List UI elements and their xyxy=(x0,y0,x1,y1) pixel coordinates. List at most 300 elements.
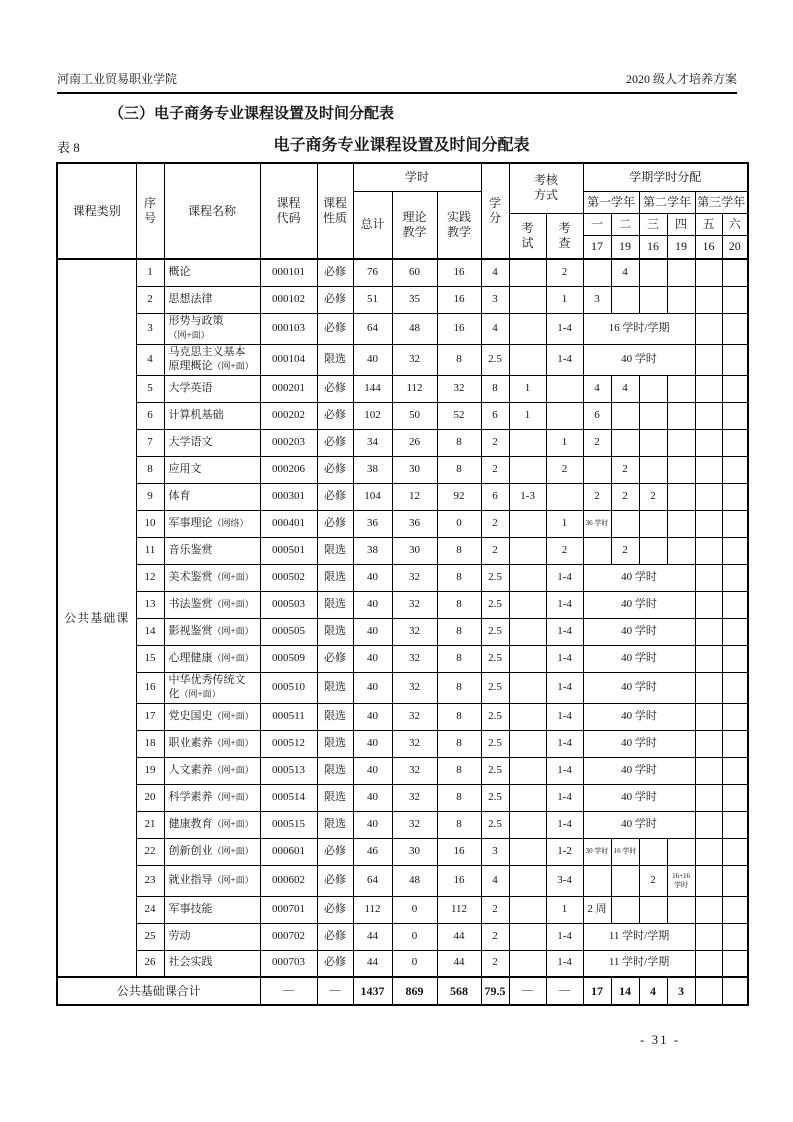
cell-sem-hours xyxy=(722,950,748,977)
cell-course-name: 应用文 xyxy=(164,456,260,483)
total-check: — xyxy=(546,977,583,1005)
cell-sem-hours xyxy=(722,537,748,564)
total-row xyxy=(57,977,748,1005)
cell-sem-hours xyxy=(722,784,748,811)
cell-sem-hours xyxy=(583,537,611,564)
cell-credit: 2.5 xyxy=(481,811,509,838)
cell-credit: 4 xyxy=(481,259,509,286)
cell-sem-hours xyxy=(695,645,722,672)
col-header-sem-4: 四 xyxy=(667,213,695,235)
cell-credit: 2.5 xyxy=(481,591,509,618)
cell-check-sem xyxy=(546,483,583,510)
cell-hours-total: 44 xyxy=(353,923,392,950)
cell-no: 14 xyxy=(136,618,164,645)
cell-check-sem: 1 xyxy=(546,286,583,313)
cell-check-sem: 1-4 xyxy=(546,757,583,784)
cell-sem-hours xyxy=(722,618,748,645)
cell-check-sem: 1-4 xyxy=(546,313,583,344)
cell-sem-hours: 3 xyxy=(583,286,611,313)
cell-sem-hours xyxy=(639,896,667,923)
cell-sem-hours xyxy=(722,313,748,344)
cell-hours-practice: 92 xyxy=(437,483,481,510)
cell-check-sem: 1 xyxy=(546,510,583,537)
cell-hours-theory: 112 xyxy=(392,375,437,402)
cell-exam-sem xyxy=(509,703,546,730)
cell-sem-hours xyxy=(722,645,748,672)
cell-exam-sem xyxy=(509,537,546,564)
cell-exam-sem xyxy=(509,591,546,618)
col-header-credit: 学 分 xyxy=(481,163,509,259)
cell-sem-hours xyxy=(695,838,722,865)
cell-sem-hours: 40 学时 xyxy=(583,811,695,838)
header-plan-name: 2020 级人才培养方案 xyxy=(625,72,737,86)
cell-course-nature: 限选 xyxy=(317,537,353,564)
cell-sem-hours xyxy=(695,703,722,730)
cell-check-sem: 1-4 xyxy=(546,645,583,672)
cell-course-code: 000514 xyxy=(260,784,317,811)
course-row xyxy=(57,618,748,645)
cell-sem-hours xyxy=(639,456,667,483)
course-row xyxy=(57,429,748,456)
cell-hours-practice: 8 xyxy=(437,537,481,564)
cell-credit: 6 xyxy=(481,402,509,429)
cell-sem-hours xyxy=(583,456,611,483)
cell-exam-sem xyxy=(509,259,546,286)
cell-check-sem: 1-4 xyxy=(546,730,583,757)
cell-hours-total: 34 xyxy=(353,429,392,456)
cell-course-nature: 必修 xyxy=(317,313,353,344)
cell-exam-sem xyxy=(509,286,546,313)
cell-course-name: 社会实践 xyxy=(164,950,260,977)
cell-course-name: 音乐鉴赏 xyxy=(164,537,260,564)
cell-course-code: 000509 xyxy=(260,645,317,672)
cell-course-name: 思想法律 xyxy=(164,286,260,313)
cell-sem-hours xyxy=(695,865,722,896)
cell-course-nature: 限选 xyxy=(317,811,353,838)
cell-hours-total: 40 xyxy=(353,618,392,645)
cell-course-nature: 必修 xyxy=(317,896,353,923)
cell-hours-practice: 8 xyxy=(437,429,481,456)
cell-no: 11 xyxy=(136,537,164,564)
cell-no: 15 xyxy=(136,645,164,672)
cell-check-sem: 2 xyxy=(546,537,583,564)
cell-no: 22 xyxy=(136,838,164,865)
cell-sem-hours: 11 学时/学期 xyxy=(583,950,695,977)
cell-sem-hours xyxy=(611,402,639,429)
cell-sem-hours xyxy=(667,510,695,537)
cell-sem-hours xyxy=(667,537,695,564)
cell-sem-hours xyxy=(695,402,722,429)
cell-check-sem: 3-4 xyxy=(546,865,583,896)
col-header-name: 课程名称 xyxy=(164,163,260,259)
total-code: — xyxy=(260,977,317,1005)
cell-hours-theory: 32 xyxy=(392,645,437,672)
cell-credit: 4 xyxy=(481,313,509,344)
cell-exam-sem xyxy=(509,313,546,344)
cell-exam-sem xyxy=(509,645,546,672)
col-header-year2: 第二学年 xyxy=(639,191,695,213)
cell-sem-hours xyxy=(639,375,667,402)
cell-hours-theory: 0 xyxy=(392,950,437,977)
cell-no: 2 xyxy=(136,286,164,313)
total-practice: 568 xyxy=(437,977,481,1005)
cell-check-sem: 1 xyxy=(546,429,583,456)
cell-hours-practice: 32 xyxy=(437,375,481,402)
cell-sem-hours: 2 xyxy=(611,537,639,564)
cell-no: 16 xyxy=(136,672,164,703)
cell-course-name: 健康教育（网+面） xyxy=(164,811,260,838)
total-label: 公共基础课合计 xyxy=(57,977,260,1005)
cell-hours-total: 40 xyxy=(353,757,392,784)
cell-hours-practice: 44 xyxy=(437,950,481,977)
cell-check-sem: 1-4 xyxy=(546,672,583,703)
cell-no: 24 xyxy=(136,896,164,923)
cell-no: 23 xyxy=(136,865,164,896)
cell-no: 6 xyxy=(136,402,164,429)
cell-sem-hours: 4 xyxy=(611,375,639,402)
cell-sem-hours xyxy=(667,375,695,402)
cell-course-nature: 必修 xyxy=(317,429,353,456)
total-sem-4: 3 xyxy=(667,977,695,1005)
cell-exam-sem xyxy=(509,950,546,977)
cell-sem-hours xyxy=(695,784,722,811)
cell-sem-hours xyxy=(611,286,639,313)
cell-course-code: 000102 xyxy=(260,286,317,313)
cell-sem-hours xyxy=(667,896,695,923)
cell-sem-hours xyxy=(722,757,748,784)
cell-no: 3 xyxy=(136,313,164,344)
total-sem-5 xyxy=(695,977,722,1005)
cell-course-name: 体育 xyxy=(164,483,260,510)
cell-no: 1 xyxy=(136,259,164,286)
course-row xyxy=(57,344,748,375)
table-body xyxy=(57,259,748,1005)
course-row xyxy=(57,510,748,537)
cell-sem-hours: 4 xyxy=(611,259,639,286)
cell-sem-hours xyxy=(639,402,667,429)
cell-sem-hours xyxy=(695,537,722,564)
cell-sem-hours: 40 学时 xyxy=(583,618,695,645)
col-header-hours: 学时 xyxy=(353,163,481,191)
cell-sem-hours xyxy=(722,703,748,730)
course-row xyxy=(57,896,748,923)
cell-course-name: 大学语文 xyxy=(164,429,260,456)
cell-hours-practice: 8 xyxy=(437,591,481,618)
cell-no: 12 xyxy=(136,564,164,591)
cell-sem-hours xyxy=(722,456,748,483)
course-row xyxy=(57,645,748,672)
cell-sem-hours xyxy=(695,923,722,950)
cell-sem-hours xyxy=(722,923,748,950)
cell-hours-total: 64 xyxy=(353,313,392,344)
cell-hours-practice: 8 xyxy=(437,456,481,483)
cell-check-sem xyxy=(546,402,583,429)
cell-hours-practice: 44 xyxy=(437,923,481,950)
cell-course-name: 影视鉴赏（网+面） xyxy=(164,618,260,645)
cell-course-name: 形势与政策 （网+面） xyxy=(164,313,260,344)
course-row xyxy=(57,730,748,757)
cell-hours-practice: 8 xyxy=(437,757,481,784)
cell-sem-hours xyxy=(695,896,722,923)
cell-sem-hours: 40 学时 xyxy=(583,591,695,618)
cell-course-nature: 必修 xyxy=(317,865,353,896)
cell-sem-hours: 16+16 学时 xyxy=(667,865,695,896)
course-row xyxy=(57,375,748,402)
cell-no: 19 xyxy=(136,757,164,784)
cell-check-sem: 1-4 xyxy=(546,950,583,977)
cell-credit: 4 xyxy=(481,865,509,896)
cell-check-sem: 1-4 xyxy=(546,703,583,730)
cell-course-nature: 必修 xyxy=(317,483,353,510)
cell-hours-theory: 32 xyxy=(392,618,437,645)
cell-hours-practice: 8 xyxy=(437,618,481,645)
cell-hours-theory: 30 xyxy=(392,537,437,564)
cell-check-sem: 1-4 xyxy=(546,811,583,838)
cell-sem-hours xyxy=(611,510,639,537)
cell-hours-total: 104 xyxy=(353,483,392,510)
col-header-category: 课程类别 xyxy=(57,163,136,259)
cell-course-nature: 必修 xyxy=(317,286,353,313)
cell-hours-total: 38 xyxy=(353,537,392,564)
cell-credit: 8 xyxy=(481,375,509,402)
cell-hours-theory: 60 xyxy=(392,259,437,286)
cell-credit: 2 xyxy=(481,537,509,564)
cell-sem-hours xyxy=(639,838,667,865)
course-row xyxy=(57,402,748,429)
cell-hours-practice: 16 xyxy=(437,259,481,286)
cell-no: 17 xyxy=(136,703,164,730)
cell-sem-hours xyxy=(667,259,695,286)
cell-course-code: 000702 xyxy=(260,923,317,950)
cell-sem-hours xyxy=(611,429,639,456)
course-row xyxy=(57,286,748,313)
cell-hours-total: 40 xyxy=(353,703,392,730)
cell-course-code: 000203 xyxy=(260,429,317,456)
section-title: （三）电子商务专业课程设置及时间分配表 xyxy=(109,105,395,122)
course-row xyxy=(57,313,748,344)
cell-course-code: 000701 xyxy=(260,896,317,923)
cell-exam-sem xyxy=(509,510,546,537)
col-header-year3: 第三学年 xyxy=(695,191,748,213)
cell-sem-hours xyxy=(695,429,722,456)
cell-sem-hours xyxy=(695,259,722,286)
cell-check-sem: 1-4 xyxy=(546,923,583,950)
cell-sem-hours xyxy=(695,483,722,510)
cell-course-nature: 限选 xyxy=(317,672,353,703)
cell-sem-hours: 40 学时 xyxy=(583,672,695,703)
cell-sem-hours xyxy=(722,286,748,313)
cell-sem-hours xyxy=(583,259,611,286)
cell-course-code: 000505 xyxy=(260,618,317,645)
cell-course-nature: 必修 xyxy=(317,456,353,483)
cell-hours-theory: 26 xyxy=(392,429,437,456)
cell-check-sem: 1-4 xyxy=(546,784,583,811)
cell-course-nature: 必修 xyxy=(317,259,353,286)
cell-sem-hours xyxy=(695,757,722,784)
col-header-sem-6: 六 xyxy=(722,213,748,235)
cell-hours-theory: 32 xyxy=(392,564,437,591)
cell-hours-practice: 8 xyxy=(437,811,481,838)
cell-sem-hours xyxy=(695,344,722,375)
cell-sem-hours xyxy=(695,564,722,591)
cell-sem-hours: 40 学时 xyxy=(583,564,695,591)
cell-check-sem: 1-4 xyxy=(546,344,583,375)
course-row xyxy=(57,591,748,618)
cell-course-name: 创新创业（网+面） xyxy=(164,838,260,865)
cell-sem-hours xyxy=(667,402,695,429)
cell-sem-hours: 16 学时/学期 xyxy=(583,313,695,344)
cell-hours-total: 40 xyxy=(353,811,392,838)
cell-course-code: 000202 xyxy=(260,402,317,429)
total-theory: 869 xyxy=(392,977,437,1005)
col-header-weeks-1: 17 xyxy=(583,235,611,259)
cell-course-name: 职业素养（网+面） xyxy=(164,730,260,757)
cell-course-nature: 限选 xyxy=(317,703,353,730)
cell-sem-hours xyxy=(611,896,639,923)
cell-check-sem: 2 xyxy=(546,456,583,483)
cell-course-name: 就业指导（网+面） xyxy=(164,865,260,896)
cell-check-sem: 1-4 xyxy=(546,591,583,618)
cell-sem-hours xyxy=(722,375,748,402)
cell-course-nature: 限选 xyxy=(317,591,353,618)
cell-credit: 2 xyxy=(481,950,509,977)
cell-sem-hours: 40 学时 xyxy=(583,344,695,375)
cell-no: 20 xyxy=(136,784,164,811)
cell-course-name: 美术鉴赏（网+面） xyxy=(164,564,260,591)
cell-course-code: 000103 xyxy=(260,313,317,344)
course-row xyxy=(57,757,748,784)
cell-sem-hours xyxy=(667,286,695,313)
cell-sem-hours xyxy=(695,375,722,402)
cell-course-nature: 必修 xyxy=(317,375,353,402)
cell-hours-total: 40 xyxy=(353,344,392,375)
course-row xyxy=(57,456,748,483)
cell-course-name: 科学素养（网+面） xyxy=(164,784,260,811)
cell-check-sem: 2 xyxy=(546,259,583,286)
cell-course-code: 000206 xyxy=(260,456,317,483)
cell-course-code: 000512 xyxy=(260,730,317,757)
cell-course-name: 大学英语 xyxy=(164,375,260,402)
cell-course-nature: 必修 xyxy=(317,950,353,977)
cell-course-code: 000401 xyxy=(260,510,317,537)
col-header-sem-1: 一 xyxy=(583,213,611,235)
cell-hours-theory: 32 xyxy=(392,703,437,730)
cell-hours-total: 40 xyxy=(353,564,392,591)
cell-sem-hours xyxy=(722,838,748,865)
cell-course-nature: 限选 xyxy=(317,344,353,375)
cell-hours-theory: 32 xyxy=(392,784,437,811)
cell-exam-sem xyxy=(509,618,546,645)
cell-no: 7 xyxy=(136,429,164,456)
cell-sem-hours: 40 学时 xyxy=(583,645,695,672)
cell-no: 8 xyxy=(136,456,164,483)
cell-exam-sem xyxy=(509,784,546,811)
cell-credit: 2.5 xyxy=(481,645,509,672)
cell-course-nature: 必修 xyxy=(317,645,353,672)
cell-hours-total: 40 xyxy=(353,672,392,703)
cell-hours-total: 36 xyxy=(353,510,392,537)
total-sem-1: 17 xyxy=(583,977,611,1005)
cell-no: 13 xyxy=(136,591,164,618)
cell-no: 25 xyxy=(136,923,164,950)
cell-hours-theory: 0 xyxy=(392,896,437,923)
cell-sem-hours: 30 学时 xyxy=(583,838,611,865)
cell-course-name: 计算机基础 xyxy=(164,402,260,429)
cell-sem-hours xyxy=(639,510,667,537)
page-number: - 31 - xyxy=(640,1032,681,1047)
course-schedule-table xyxy=(56,162,749,1006)
cell-sem-hours: 4 xyxy=(583,375,611,402)
cell-hours-practice: 8 xyxy=(437,564,481,591)
cell-check-sem xyxy=(546,375,583,402)
cell-hours-total: 40 xyxy=(353,591,392,618)
cell-hours-practice: 8 xyxy=(437,344,481,375)
cell-no: 21 xyxy=(136,811,164,838)
cell-sem-hours xyxy=(667,429,695,456)
cell-sem-hours xyxy=(722,402,748,429)
cell-hours-total: 112 xyxy=(353,896,392,923)
cell-hours-theory: 30 xyxy=(392,838,437,865)
cell-hours-theory: 32 xyxy=(392,672,437,703)
cell-sem-hours xyxy=(695,618,722,645)
cell-hours-total: 38 xyxy=(353,456,392,483)
cell-hours-theory: 30 xyxy=(392,456,437,483)
cell-course-name: 中华优秀传统文 化（网+面） xyxy=(164,672,260,703)
cell-sem-hours xyxy=(722,865,748,896)
cell-hours-total: 40 xyxy=(353,645,392,672)
cell-credit: 2 xyxy=(481,923,509,950)
total-sem-2: 14 xyxy=(611,977,639,1005)
cell-sem-hours xyxy=(583,865,611,896)
cell-hours-total: 144 xyxy=(353,375,392,402)
cell-course-name: 人文素养（网+面） xyxy=(164,757,260,784)
cell-sem-hours xyxy=(695,510,722,537)
cell-hours-practice: 112 xyxy=(437,896,481,923)
cell-exam-sem xyxy=(509,344,546,375)
cell-no: 26 xyxy=(136,950,164,977)
cell-course-nature: 限选 xyxy=(317,784,353,811)
course-row xyxy=(57,672,748,703)
category-cell: 公共基础课 xyxy=(57,259,136,977)
cell-sem-hours xyxy=(695,730,722,757)
cell-sem-hours xyxy=(695,456,722,483)
cell-hours-total: 40 xyxy=(353,784,392,811)
cell-hours-practice: 16 xyxy=(437,865,481,896)
cell-sem-hours: 36 学时 xyxy=(583,510,611,537)
cell-hours-theory: 36 xyxy=(392,510,437,537)
cell-check-sem: 1-4 xyxy=(546,618,583,645)
cell-exam-sem: 1-3 xyxy=(509,483,546,510)
cell-exam-sem xyxy=(509,564,546,591)
col-header-total: 总计 xyxy=(353,191,392,259)
cell-hours-total: 64 xyxy=(353,865,392,896)
cell-no: 18 xyxy=(136,730,164,757)
cell-sem-hours xyxy=(722,730,748,757)
cell-credit: 3 xyxy=(481,286,509,313)
total-nature: — xyxy=(317,977,353,1005)
cell-sem-hours xyxy=(722,483,748,510)
cell-exam-sem xyxy=(509,838,546,865)
col-header-assess: 考核 方式 xyxy=(509,163,583,213)
cell-sem-hours xyxy=(722,811,748,838)
cell-hours-practice: 8 xyxy=(437,672,481,703)
cell-exam-sem xyxy=(509,865,546,896)
cell-course-code: 000703 xyxy=(260,950,317,977)
cell-course-code: 000301 xyxy=(260,483,317,510)
cell-sem-hours: 40 学时 xyxy=(583,703,695,730)
cell-course-code: 000201 xyxy=(260,375,317,402)
cell-sem-hours xyxy=(639,537,667,564)
